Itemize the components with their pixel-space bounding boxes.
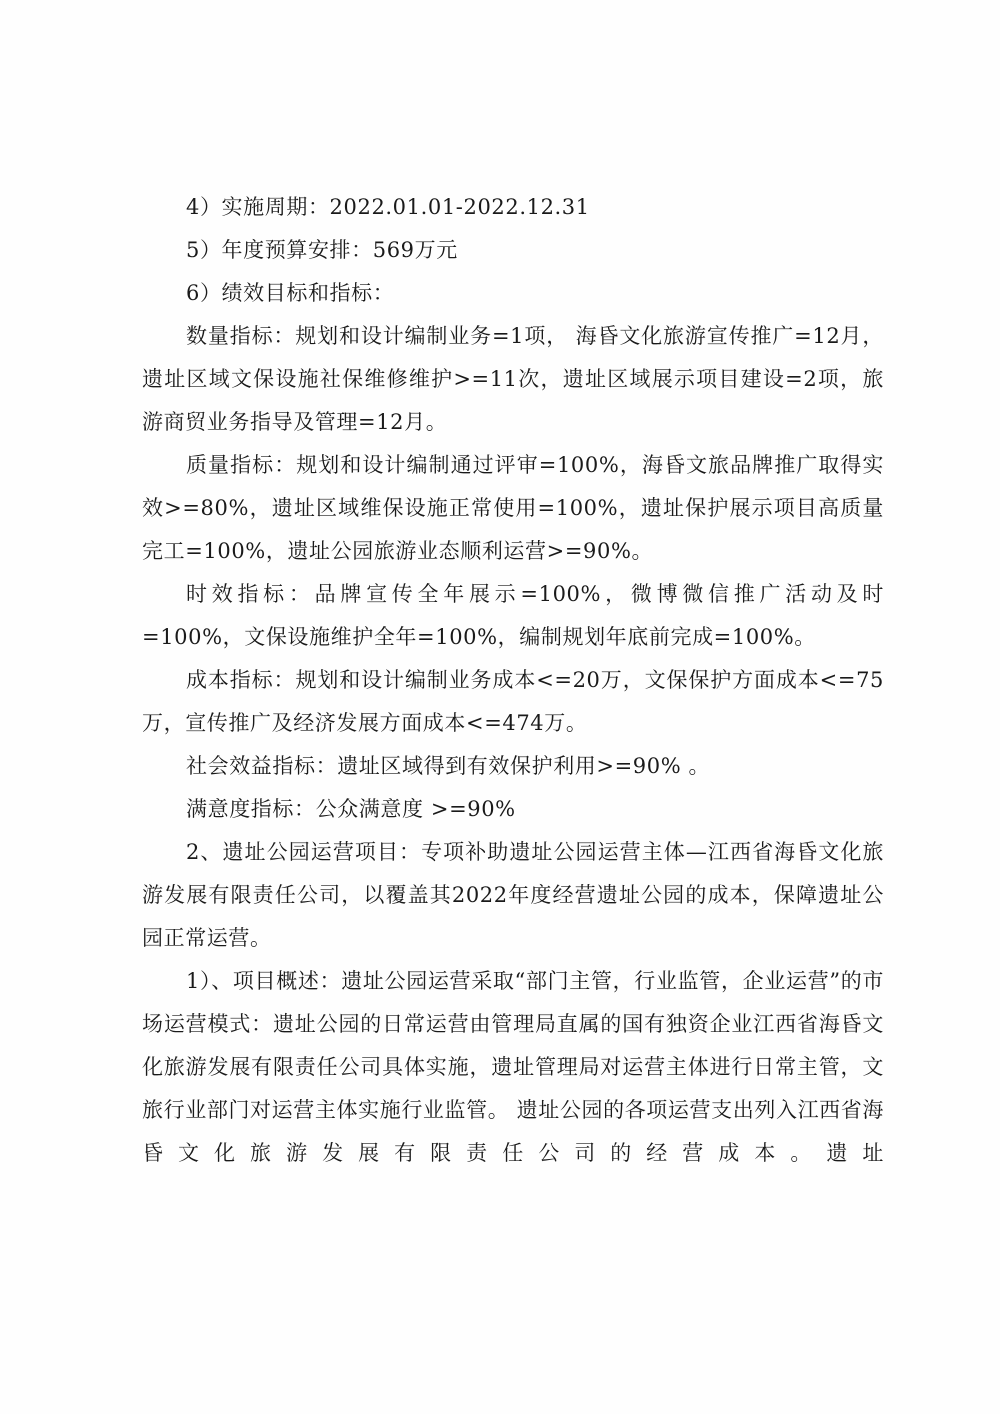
paragraph-satisfaction-indicators: 满意度指标：公众满意度 >=90% bbox=[186, 797, 516, 821]
paragraph-social-benefit-indicators: 社会效益指标：遗址区域得到有效保护利用>=90% 。 bbox=[186, 754, 711, 778]
paragraph-park-operation-project: 2、遗址公园运营项目：专项补助遗址公园运营主体—江西省海昏文化旅游发展有限责任公司，以覆盖其2022年度经营遗址公园的成本，保障遗址公园正常运营。 bbox=[142, 840, 884, 950]
paragraph-performance-goals-heading: 6）绩效目标和指标： bbox=[186, 281, 395, 305]
paragraph-timeliness-indicators: 时效指标：品牌宣传全年展示=100%，微博微信推广活动及时=100%，文保设施维护全年=100%，编制规划年底前完成=100%。 bbox=[142, 582, 884, 649]
paragraph-project-overview: 1）、项目概述：遗址公园运营采取“部门主管，行业监管，企业运营”的市场运营模式：遗址公园的日常运营由管理局直属的国有独资企业江西省海昏文化旅游发展有限责任公司具体实施，遗址管理局对运营主体进行日常主管，文旅行业部门对运营主体实施行业监管。 遗址公园的各项运营支出列入江西省海昏文化旅游发展有限责任公司的经营成本。遗址 bbox=[142, 969, 884, 1165]
paragraph-quality-indicators: 质量指标：规划和设计编制通过评审=100%，海昏文旅品牌推广取得实效>=80%，遗址区域维保设施正常使用=100%，遗址保护展示项目高质量完工=100%，遗址公园旅游业态顺利运营>=90%。 bbox=[142, 453, 884, 563]
paragraph-quantity-indicators: 数量指标：规划和设计编制业务=1项， 海昏文化旅游宣传推广=12月，遗址区域文保设施社保维修维护>=11次，遗址区域展示项目建设=2项，旅游商贸业务指导及管理=12月。 bbox=[142, 324, 884, 434]
paragraph-annual-budget: 5）年度预算安排：569万元 bbox=[186, 238, 458, 262]
paragraph-implementation-period: 4）实施周期：2022.01.01-2022.12.31 bbox=[186, 195, 590, 219]
document-body bbox=[142, 186, 884, 1175]
paragraph-cost-indicators: 成本指标：规划和设计编制业务成本<=20万，文保保护方面成本<=75万，宣传推广及经济发展方面成本<=474万。 bbox=[142, 668, 884, 735]
